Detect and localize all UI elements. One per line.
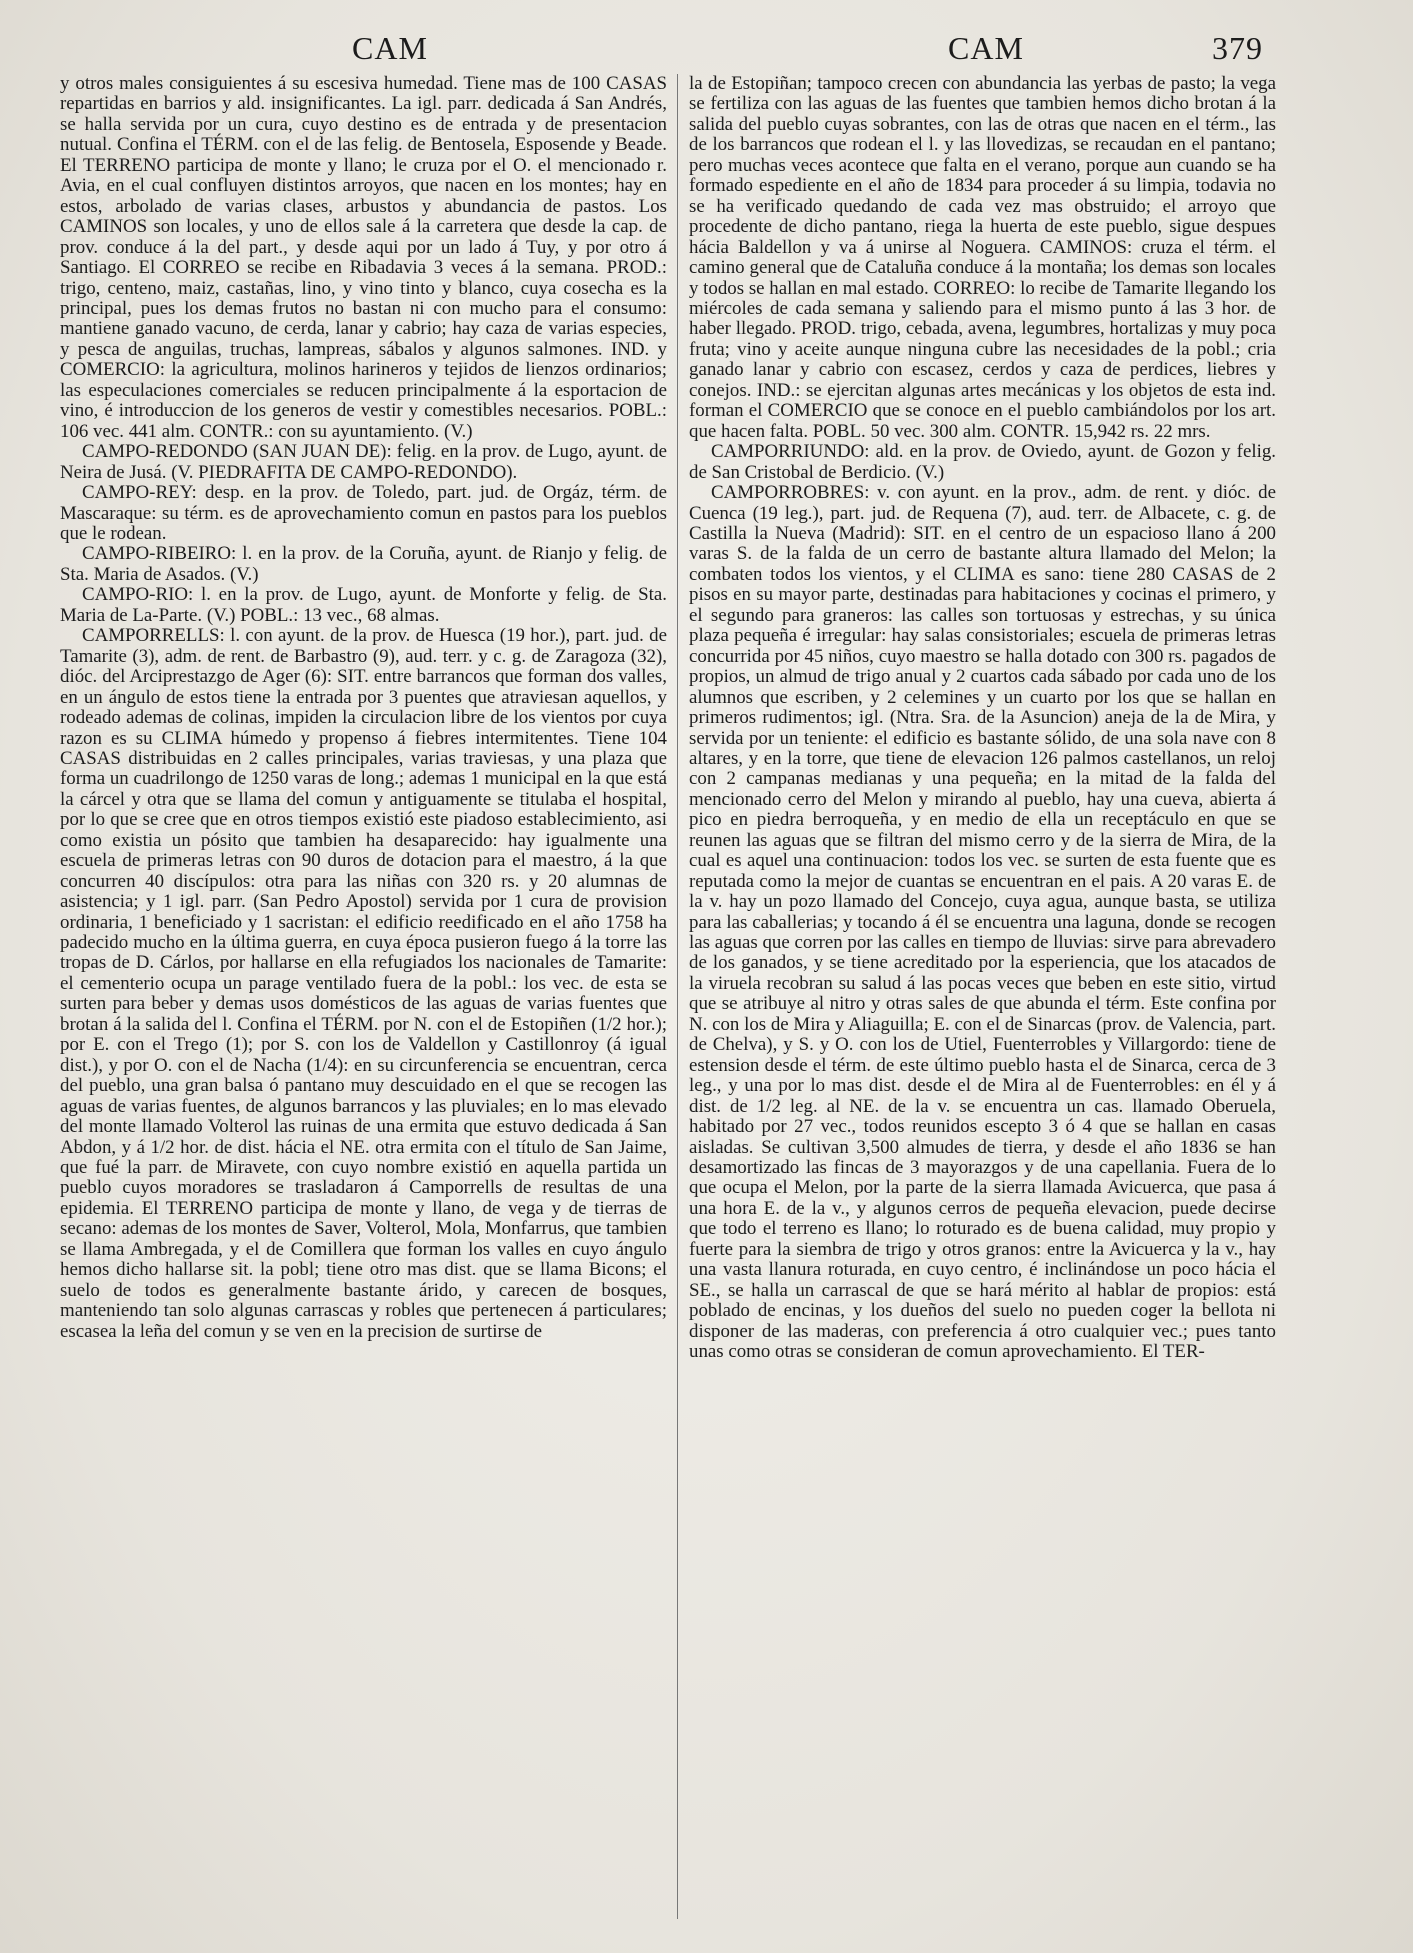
page-header [0, 30, 1413, 80]
entry-camporrells: CAMPORRELLS: l. con ayunt. de la prov. de Huesca (19 hor.), part. jud. de Tamarite (3), adm. de rent. de Barbastro (9), aud. terr. y c. g. de Zaragoza (32), dióc. del Arciprestazgo de Ager (6): SIT. entre barrancos que forman dos valles, en un ángulo de estos tiene la entrada por 3 puentes que atraviesan aquellos, y rodeado ademas de colinas, impiden la circulacion libre de los vientos por cuya razon es su CLIMA húmedo y propenso á fiebres intermitentes. Tiene 104 CASAS distribuidas en 2 calles principales, varias traviesas, y una plaza que forma un cuadrilongo de 1250 varas de long.; ademas 1 municipal en la que está la cárcel y otra que se llama del comun y antiguamente se titulaba el hospital, por lo que se cree que en otros tiempos existió este piadoso establecimiento, asi como existia un pósito que tambien ha desaparecido: hay igualmente una escuela de primeras letras con 90 duros de dotacion para el maestro, á la que concurren 40 discípulos: otra para las niñas con 320 rs. y 20 alumnas de asistencia; y 1 igl. parr. (San Pedro Apostol) servida por 1 cura de provision ordinaria, 1 beneficiado y 1 sacristan: el edificio reedificado en el año 1758 ha padecido mucho en la última guerra, en cuya época pusieron fuego á la torre las tropas de D. Cárlos, por hallarse en ella refugiados los nacionales de Tamarite: el cementerio ocupa un parage ventilado fuera de la pobl.: los vec. de esta se surten para beber y demas usos domésticos de las aguas de varias fuentes que brotan á la salida del l. Confina el TÉRM. por N. con el de Estopiñen (1/2 hor.); por E. con el Trego (1); por S. con los de Valdellon y Castillonroy (á igual dist.), y por O. con el de Nacha (1/4): en su circunferencia se encuentran, cerca del pueblo, una gran balsa ó pantano muy descuidado en el que se recogen las aguas de varias fuentes, de algunos barrancos y las pluviales; en lo mas elevado del monte llamado Volterol las ruinas de una ermita que estuvo dedicada á San Abdon, y á 1/2 hor. de dist. hácia el NE. otra ermita con el título de San Jaime, que fué la parr. de Miravete, con cuyo nombre existió en aquella partida un pueblo cuyos moradores se trasladaron á Camporrells de resultas de una epidemia. El TERRENO participa de monte y llano, de vega y de tierras de secano: ademas de los montes de Saver, Volterol, Mola, Monfarrus, que tambien se llama Ambregada, y el de Comillera que forman los valles en cuyo ángulo hemos dicho hallarse sit. la pobl; tiene otro mas dist. que se llama Bicons; el suelo de todos es generalmente bastante árido, y carecen de bosques, manteniendo tan solo algunas carrascas y robles que pertenecen á particulares; escasea la leña del comun y se ven en la precision de surtirse de [60, 625, 667, 1342]
paragraph-continuation: y otros males consiguientes á su escesiva humedad. Tiene mas de 100 CASAS repartidas en barrios y ald. insignificantes. La igl. parr. dedicada á San Andrés, se halla servida por un cura, cuyo destino es de entrada y de presentacion nutual. Confina el TÉRM. con el de las felig. de Bentosela, Esposende y Beade. El TERRENO participa de monte y llano; le cruza por el O. el mencionado r. Avia, en el cual confluyen distintos arroyos, que nacen en los montes; hay en estos, arbolado de varias clases, arbustos y abundancia de pastos. Los CAMINOS son locales, y uno de ellos sale á la carretera que desde la cap. de prov. conduce á la del part., y desde aqui por un lado á Tuy, y por otro á Santiago. El CORREO se recibe en Ribadavia 3 veces á la semana. PROD.: trigo, centeno, maiz, castañas, lino, y vino tinto y blanco, cuya cosecha es la principal, pues los demas frutos no bastan ni con mucho para el consumo: mantiene ganado vacuno, de cerda, lanar y cabrio; hay caza de varias especies, y pesca de anguilas, truchas, lampreas, sábalos y algunos salmones. IND. y COMERCIO: la agricultura, molinos harineros y tejidos de lienzos ordinarios; las especulaciones comerciales se reducen principalmente á la esportacion de vino, é introduccion de los generos de vestir y comestibles necesarios. POBL.: 106 vec. 441 alm. CONTR.: con su ayuntamiento. (V.) [60, 74, 667, 442]
entry-campo-rey: CAMPO-REY: desp. en la prov. de Toledo, part. jud. de Orgáz, térm. de Mascaraque: su térm. es de aprovechamiento comun en pastos para los pueblos que le rodean. [60, 482, 667, 544]
entry-campo-rio: CAMPO-RIO: l. en la prov. de Lugo, ayunt. de Monforte y felig. de Sta. Maria de La-Parte. (V.) POBL.: 13 vec., 68 almas. [60, 584, 667, 626]
entry-campo-redondo: CAMPO-REDONDO (SAN JUAN DE): felig. en la prov. de Lugo, ayunt. de Neira de Jusá. (V. PIEDRAFITA DE CAMPO-REDONDO). [60, 441, 667, 483]
left-column [60, 74, 667, 1924]
left-running-head: CAM [352, 30, 428, 66]
entry-campo-ribeiro: CAMPO-RIBEIRO: l. en la prov. de la Coruña, ayunt. de Rianjo y felig. de Sta. Maria de Asados. (V.) [60, 543, 667, 585]
entry-camporriundo: CAMPORRIUNDO: ald. en la prov. de Oviedo, ayunt. de Gozon y felig. de San Cristobal de Berdicio. (V.) [689, 441, 1276, 483]
entry-camporrobres: CAMPORROBRES: v. con ayunt. en la prov., adm. de rent. y dióc. de Cuenca (19 leg.), part. jud. de Requena (7), aud. terr. de Albacete, c. g. de Castilla la Nueva (Madrid): SIT. en el centro de un espacioso llano á 200 varas S. de la falda de un cerro de bastante altura llamado del Melon; la combaten todos los vientos, y el CLIMA es sano: tiene 280 CASAS de 2 pisos en su mayor parte, destinadas para habitaciones y cocinas el primero, y el segundo para graneros: las calles son tortuosas y estrechas, y su única plaza pequeña é irregular: hay salas consistoriales; escuela de primeras letras concurrida por 45 niños, cuyo maestro se halla dotado con 300 rs. pagados de propios, un almud de trigo anual y 2 cuartos cada sábado por cada uno de los alumnos que escriben, y 2 celemines y un cuarto por los que se hallan en primeros rudimentos; igl. (Ntra. Sra. de la Asuncion) aneja de la de Mira, y servida por un teniente: el edificio es bastante sólido, de una sola nave con 8 altares, y en la torre, que tiene de elevacion 126 palmos castellanos, un reloj con 2 campanas medianas y una pequeña; en la mitad de la falda del mencionado cerro del Melon y mirando al pueblo, hay una cueva, abierta á pico en piedra berroqueña, y en medio de ella un receptáculo en que se reunen las aguas que se filtran del mismo cerro y de la sierra de Mira, de la cual es aquel una continuacion: todos los vec. se surten de esta fuente que es reputada como la mejor de cuantas se encuentran en el pais. A 20 varas E. de la v. hay un pozo llamado del Concejo, cuya agua, aunque basta, se utiliza para las caballerias; y tocando á él se encuentra una laguna, donde se recogen las aguas que corren por las calles en tiempo de lluvias: sirve para abrevadero de los ganados, y se tiene acreditado por la esperiencia, que los atacados de la viruela recobran su salud á las pocas veces que beben en este sitio, virtud que se atribuye al nitro y otras sales de que abunda el térm. Este confina por N. con los de Mira y Aliaguilla; E. con el de Sinarcas (prov. de Valencia, part. de Chelva), y S. y O. con los de Utiel, Fuenterrobles y Villargordo: tiene de estension desde el térm. de este último pueblo hasta el de Sinarca, cerca de 3 leg., y una por lo mas dist. desde el de Mira al de Fuenterrobles: en él y á dist. de 1/2 leg. al NE. de la v. se encuentra un cas. llamado Oberuela, habitado por 27 vec., todos reunidos escepto 3 ó 4 que se hallan en casas aisladas. Se cultivan 3,500 almudes de tierra, y desde el año 1836 se han desamortizado las fincas de 3 mayorazgos y de una capellania. Fuera de lo que ocupa el Melon, por la parte de la sierra llamada Avicuerca, que pasa á una hora E. de la v., y algunos cerros de pequeña elevacion, puede decirse que todo el terreno es llano; lo roturado es de buena calidad, muy propio y fuerte para la siembra de trigo y otros granos: entre la Avicuerca y la v., hay una vasta llanura roturada, en cuyo centro, é inclinándose un poco hácia el SE., se halla un carrascal de que se hará mérito al hablar de propios: está poblado de encinas, y los dueños del suelo no pueden coger la bellota ni disponer de las maderas, con preferencia á otro cualquier vec.; pues tanto unas como otras se consideran de comun aprovechamiento. El TER- [689, 482, 1276, 1363]
right-running-head: CAM [948, 30, 1024, 66]
paragraph-continuation: la de Estopiñan; tampoco crecen con abundancia las yerbas de pasto; la vega se fertiliza con las aguas de las fuentes que tambien hemos dicho brotan á la salida del pueblo cuyas sobrantes, con las de otras que nacen en el térm., las de los barrancos que rodean el l. y las llovedizas, se recaudan en el pantano; pero muchas veces acontece que falta en el verano, porque aun cuando se ha formado espediente en el año de 1834 para proceder á su limpia, todavia no se ha verificado quedando de cada vez mas obstruido; el arroyo que procedente de dicho pantano, riega la huerta de este pueblo, sigue despues hácia Baldellon y va á unirse al Noguera. CAMINOS: cruza el térm. el camino general que de Cataluña conduce á la montaña; los demas son locales y todos se hallan en mal estado. CORREO: lo recibe de Tamarite llegando los miércoles de cada semana y saliendo para el mismo punto á las 3 hor. de haber llegado. PROD. trigo, cebada, avena, legumbres, hortalizas y muy poca fruta; vino y aceite aunque ninguna cubre las necesidades de la pobl.; cria ganado lanar y cabrio con escasez, cerdos y caza de perdices, liebres y conejos. IND.: se ejercitan algunas artes mecánicas y los objetos de esta ind. forman el COMERCIO que se conoce en el pueblo cambiándolos por los art. que hacen falta. POBL. 50 vec. 300 alm. CONTR. 15,942 rs. 22 mrs. [689, 74, 1276, 442]
column-divider [677, 74, 678, 1919]
right-column [689, 74, 1276, 1924]
page-number: 379 [1212, 30, 1263, 66]
